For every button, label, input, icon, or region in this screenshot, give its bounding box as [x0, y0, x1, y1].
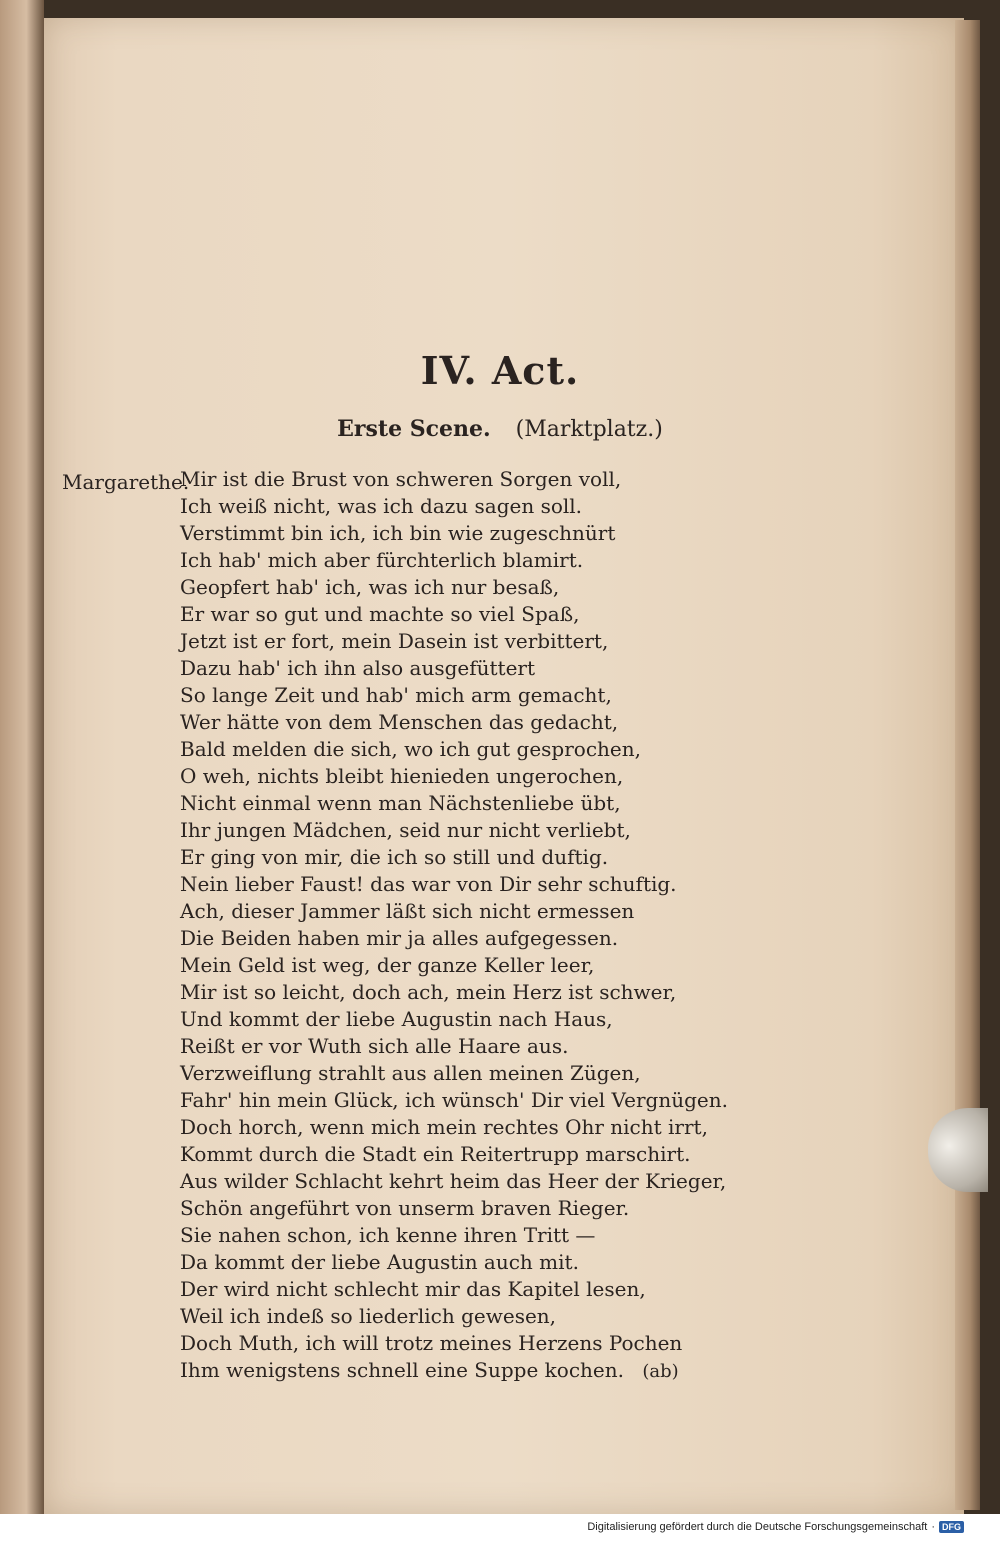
- verse-line: Fahr' hin mein Glück, ich wünsch' Dir viel Vergnügen.: [180, 1088, 728, 1112]
- verse-line: Ich weiß nicht, was ich dazu sagen soll.: [180, 494, 583, 518]
- verse-line: Sie nahen schon, ich kenne ihren Tritt —: [180, 1223, 596, 1247]
- verse-line: Er war so gut und machte so viel Spaß,: [180, 602, 580, 626]
- digitization-footer: [587, 1521, 964, 1533]
- verse-line: O weh, nichts bleibt hienieden ungerochen,: [180, 764, 624, 788]
- verse-line: Doch Muth, ich will trotz meines Herzens Pochen: [180, 1331, 683, 1355]
- verse-line: Mir ist so leicht, doch ach, mein Herz ist schwer,: [180, 980, 677, 1004]
- verse-line: Bald melden die sich, wo ich gut gesprochen,: [180, 737, 641, 761]
- verse-line: So lange Zeit und hab' mich arm gemacht,: [180, 683, 612, 707]
- verse-line: Mir ist die Brust von schweren Sorgen voll,: [180, 467, 622, 491]
- verse-line: Nicht einmal wenn man Nächstenliebe übt,: [180, 791, 621, 815]
- stage-direction: (ab): [642, 1361, 679, 1382]
- verse-line: Doch horch, wenn mich mein rechtes Ohr nicht irrt,: [180, 1115, 708, 1139]
- verse-line: Aus wilder Schlacht kehrt heim das Heer der Krieger,: [180, 1169, 727, 1193]
- left-page-edge: [0, 0, 44, 1541]
- verse-line: Da kommt der liebe Augustin auch mit.: [180, 1250, 579, 1274]
- verse-line: Schön angeführt von unserm braven Rieger.: [180, 1196, 630, 1220]
- verse-line: Die Beiden haben mir ja alles aufgegessen.: [180, 926, 619, 950]
- verse-line: Ach, dieser Jammer läßt sich nicht ermessen: [180, 899, 635, 923]
- verse-line: Ich hab' mich aber fürchterlich blamirt.: [180, 548, 584, 572]
- verse-line: Der wird nicht schlecht mir das Kapitel lesen,: [180, 1277, 646, 1301]
- verse-line: Geopfert hab' ich, was ich nur besaß,: [180, 575, 560, 599]
- verse-line: Verzweiflung strahlt aus allen meinen Zügen,: [180, 1061, 641, 1085]
- verse-line: Mein Geld ist weg, der ganze Keller leer,: [180, 953, 595, 977]
- verse-line: Reißt er vor Wuth sich alle Haare aus.: [180, 1034, 569, 1058]
- footer-text: Digitalisierung gefördert durch die Deutsche Forschungsgemeinschaft: [587, 1521, 928, 1533]
- page-right-edge: [955, 20, 980, 1510]
- verse-text: Ihm wenigstens schnell eine Suppe kochen.: [180, 1358, 624, 1382]
- verse-line: Dazu hab' ich ihn also ausgefüttert: [180, 656, 536, 680]
- verse-line: Nein lieber Faust! das war von Dir sehr schuftig.: [180, 872, 677, 896]
- verse-line: Jetzt ist er fort, mein Dasein ist verbittert,: [180, 629, 609, 653]
- verse-line: Kommt durch die Stadt ein Reitertrupp marschirt.: [180, 1142, 691, 1166]
- verse-line-last: [180, 1357, 780, 1384]
- verse-line: Verstimmt bin ich, ich bin wie zugeschnürt: [180, 521, 616, 545]
- footer-separator: ·: [931, 1521, 935, 1533]
- verse-line: Ihr jungen Mädchen, seid nur nicht verliebt,: [180, 818, 631, 842]
- verse-line: Und kommt der liebe Augustin nach Haus,: [180, 1007, 613, 1031]
- speaker-name: Margarethe.: [62, 470, 190, 494]
- verse-list: [180, 466, 780, 1384]
- verse-line: Wer hätte von dem Menschen das gedacht,: [180, 710, 619, 734]
- scene-title: Erste Scene.: [337, 416, 491, 442]
- scene-heading: [0, 416, 1000, 442]
- verse-line: Weil ich indeß so liederlich gewesen,: [180, 1304, 557, 1328]
- scene-setting: (Marktplatz.): [515, 417, 663, 442]
- dfg-logo-icon: DFG: [939, 1521, 964, 1533]
- verse-line: Er ging von mir, die ich so still und duftig.: [180, 845, 609, 869]
- act-title: IV. Act.: [420, 348, 580, 393]
